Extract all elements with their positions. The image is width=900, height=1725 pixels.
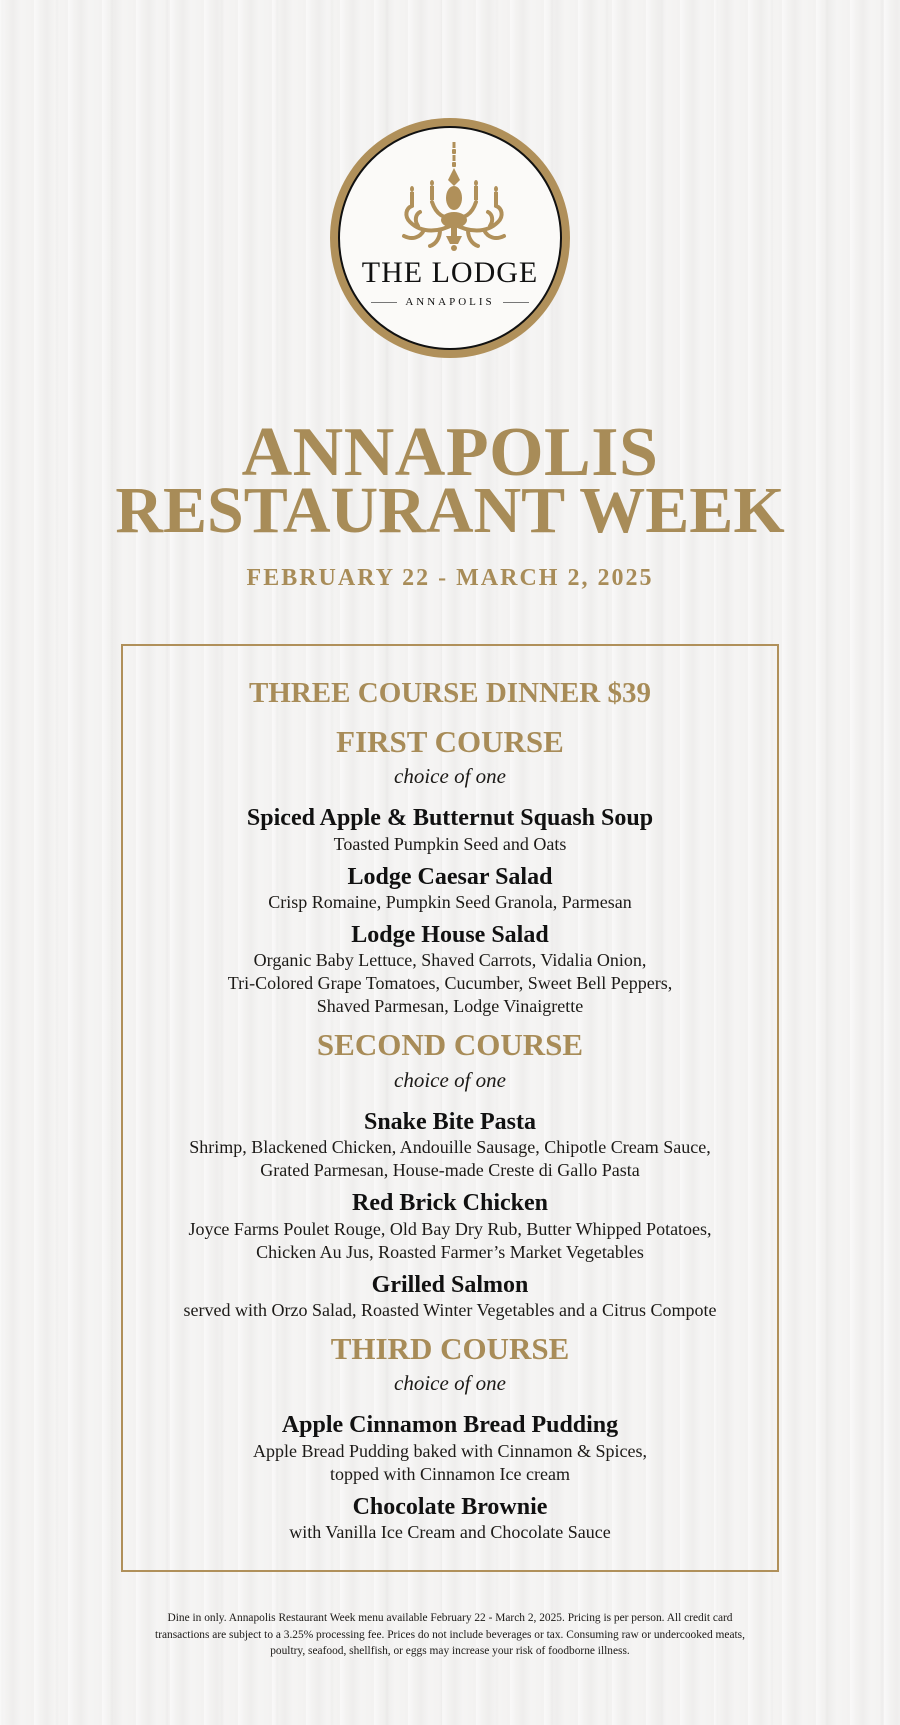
dish-description-line: Joyce Farms Poulet Rouge, Old Bay Dry Rub, Butter Whipped Potatoes, bbox=[188, 1218, 712, 1239]
dish-name: Grilled Salmon bbox=[371, 1271, 529, 1298]
dish-description bbox=[123, 833, 777, 856]
menu-content bbox=[123, 676, 777, 1552]
event-dates: FEBRUARY 22 - MARCH 2, 2025 bbox=[246, 565, 654, 591]
dish-description-line: Organic Baby Lettuce, Shaved Carrots, Vidalia Onion, bbox=[253, 950, 647, 971]
menu-box bbox=[121, 644, 779, 1572]
logo-badge bbox=[338, 126, 562, 350]
dish-description-line: topped with Cinnamon Ice cream bbox=[330, 1463, 570, 1484]
price-title: THREE COURSE DINNER $39 bbox=[248, 677, 652, 709]
logo-rule-right bbox=[503, 302, 529, 303]
headline-line-2: RESTAURANT WEEK bbox=[115, 474, 785, 547]
dish-description-line: with Vanilla Ice Cream and Chocolate Sauce bbox=[289, 1522, 611, 1543]
footer-line: Dine in only. Annapolis Restaurant Week menu available February 22 - March 2, 2025. Pricing is per person. All credit card bbox=[167, 1612, 733, 1624]
course-first bbox=[123, 723, 777, 1019]
dish-description-line: served with Orzo Salad, Roasted Winter Vegetables and a Citrus Compote bbox=[183, 1299, 717, 1320]
dish-name: Spiced Apple & Butternut Squash Soup bbox=[246, 805, 654, 832]
course-choice: choice of one bbox=[394, 763, 506, 788]
dish-description bbox=[123, 1299, 777, 1322]
dish-description-line: Toasted Pumpkin Seed and Oats bbox=[333, 833, 567, 854]
logo-location bbox=[340, 296, 560, 308]
dish-name: Lodge House Salad bbox=[351, 921, 549, 948]
dish-description bbox=[123, 1440, 777, 1486]
dish-name: Apple Cinnamon Bread Pudding bbox=[281, 1412, 619, 1439]
course-second bbox=[123, 1026, 777, 1322]
dish-description bbox=[123, 949, 777, 1018]
course-third bbox=[123, 1330, 777, 1544]
logo-rule-left bbox=[371, 302, 397, 303]
course-choice: choice of one bbox=[394, 1067, 506, 1092]
antler-chandelier-icon bbox=[396, 140, 512, 258]
dish-description-line: Chicken Au Jus, Roasted Farmer’s Market Vegetables bbox=[256, 1241, 644, 1262]
dish-description-line: Shaved Parmesan, Lodge Vinaigrette bbox=[316, 996, 584, 1017]
dish-name: Lodge Caesar Salad bbox=[347, 863, 553, 890]
footer-line: poultry, seafood, shellfish, or eggs may increase your risk of foodborne illness. bbox=[270, 1645, 630, 1657]
dish-description bbox=[123, 1218, 777, 1264]
dish-name: Chocolate Brownie bbox=[352, 1493, 548, 1520]
dish-description-line: Tri-Colored Grape Tomatoes, Cucumber, Sweet Bell Peppers, bbox=[227, 973, 673, 994]
dish-description bbox=[123, 1136, 777, 1182]
dish-description-line: Grated Parmesan, House-made Creste di Gallo Pasta bbox=[260, 1160, 640, 1181]
course-title: THIRD COURSE bbox=[330, 1330, 570, 1366]
footer-line: transactions are subject to a 3.25% processing fee. Prices do not include beverages or tax. Consuming raw or undercooked meats, bbox=[155, 1628, 745, 1641]
logo-location-text: ANNAPOLIS bbox=[405, 296, 495, 308]
dish-description-line: Shrimp, Blackened Chicken, Andouille Sausage, Chipotle Cream Sauce, bbox=[189, 1137, 711, 1158]
course-choice: choice of one bbox=[394, 1371, 506, 1396]
footer-disclaimer bbox=[110, 1610, 790, 1660]
headline-line-1: ANNAPOLIS bbox=[241, 414, 659, 491]
dish-description bbox=[123, 891, 777, 914]
lodge-logo bbox=[330, 118, 570, 358]
dish-description-line: Crisp Romaine, Pumpkin Seed Granola, Parmesan bbox=[268, 891, 632, 912]
course-title: SECOND COURSE bbox=[316, 1027, 584, 1063]
logo-brand-name: THE LODGE bbox=[361, 256, 539, 289]
dish-name: Snake Bite Pasta bbox=[363, 1108, 536, 1135]
dish-name: Red Brick Chicken bbox=[351, 1190, 548, 1217]
dish-description bbox=[123, 1521, 777, 1544]
course-title: FIRST COURSE bbox=[336, 723, 564, 759]
dish-description-line: Apple Bread Pudding baked with Cinnamon & Spices, bbox=[253, 1440, 647, 1461]
